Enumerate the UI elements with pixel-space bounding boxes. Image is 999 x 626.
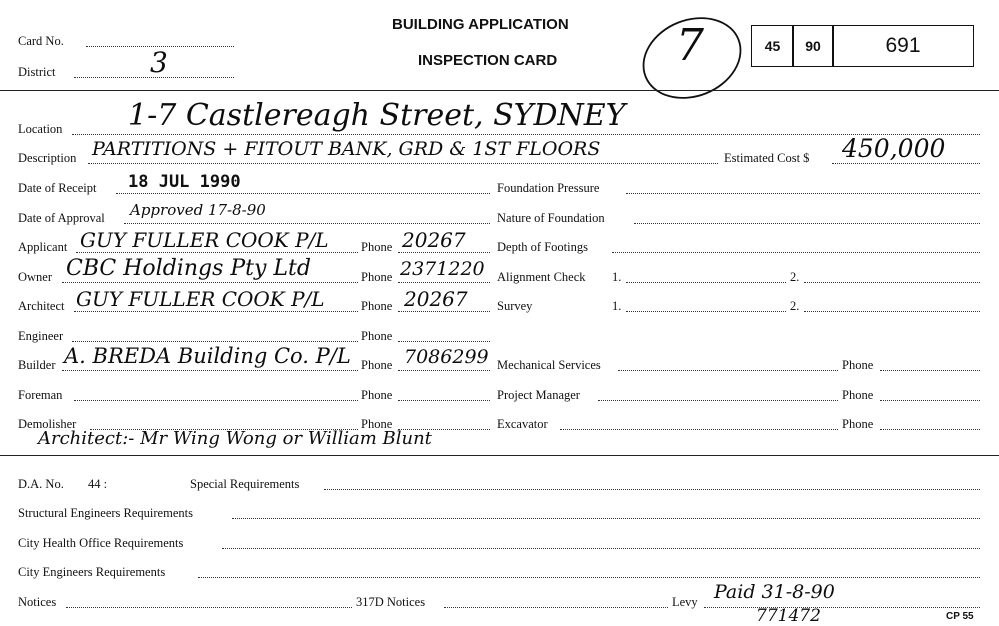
header-divider [0,90,999,91]
city-health-label: City Health Office Requirements [18,536,184,550]
survey-1-label: 1. [612,299,622,313]
reference-box-1-value: 45 [764,38,781,54]
notices-317d-field[interactable] [444,607,668,608]
notices-317d-label: 317D Notices [356,595,426,609]
location-value: 1-7 Castlereagh Street, SYDNEY [128,98,626,133]
alignment-check-2-field[interactable] [804,282,980,283]
applicant-phone-field[interactable] [398,252,490,253]
owner-phone-label: Phone [361,270,393,284]
card-no-label: Card No. [18,34,64,48]
owner-phone-value: 2371220 [400,258,485,280]
project-manager-label: Project Manager [497,388,580,402]
excavator-field[interactable] [560,429,838,430]
survey-label: Survey [497,299,533,313]
nature-foundation-label: Nature of Foundation [497,211,605,225]
date-approval-field[interactable] [124,223,490,224]
structural-engineers-field[interactable] [232,518,980,519]
applicant-phone-value: 20267 [402,228,466,252]
receipt-number: 771472 [756,606,821,626]
applicant-phone-label: Phone [361,240,393,254]
alignment-check-label: Alignment Check [497,270,586,284]
city-engineers-label: City Engineers Requirements [18,565,166,579]
demolisher-phone-label: Phone [361,417,393,431]
notices-field[interactable] [66,607,352,608]
project-manager-field[interactable] [598,400,838,401]
architect-value: GUY FULLER COOK P/L [76,287,325,311]
architect-label: Architect [18,299,65,313]
excavator-phone-label: Phone [842,417,874,431]
location-label: Location [18,122,63,136]
reference-box-3-value: 691 [885,34,921,57]
architect-field[interactable] [74,311,358,312]
architect-phone-field[interactable] [398,311,490,312]
levy-field[interactable] [704,607,980,608]
foundation-pressure-label: Foundation Pressure [497,181,600,195]
reference-box-2 [792,25,834,67]
architect-phone-value: 20267 [404,287,468,311]
builder-phone-label: Phone [361,358,393,372]
nature-foundation-field[interactable] [634,223,980,224]
district-label: District [18,65,56,79]
owner-label: Owner [18,270,53,284]
form-title-line1: BUILDING APPLICATION [392,16,569,33]
owner-field[interactable] [62,282,358,283]
da-no-label: D.A. No. [18,477,64,491]
engineer-field[interactable] [72,341,358,342]
applicant-label: Applicant [18,240,68,254]
survey-1-field[interactable] [626,311,786,312]
description-label: Description [18,151,77,165]
foreman-field[interactable] [74,400,358,401]
alignment-check-1-label: 1. [612,270,622,284]
mechanical-phone-field[interactable] [880,370,980,371]
foreman-phone-label: Phone [361,388,393,402]
alignment-check-1-field[interactable] [626,282,786,283]
project-manager-phone-field[interactable] [880,400,980,401]
engineer-label: Engineer [18,329,64,343]
da-no-value: 44 : [88,477,108,491]
date-approval-label: Date of Approval [18,211,105,225]
survey-2-label: 2. [790,299,800,313]
applicant-value: GUY FULLER COOK P/L [80,228,329,252]
engineer-phone-label: Phone [361,329,393,343]
middle-divider [0,455,999,456]
city-health-field[interactable] [222,548,980,549]
architect-contact-note: Architect:- Mr Wing Wong or William Blunt [38,428,432,449]
mechanical-services-label: Mechanical Services [497,358,601,372]
excavator-phone-field[interactable] [880,429,980,430]
special-requirements-label: Special Requirements [190,477,300,491]
date-receipt-label: Date of Receipt [18,181,97,195]
circled-number: 7 [676,20,704,71]
demolisher-label: Demolisher [18,417,77,431]
applicant-field[interactable] [76,252,358,253]
date-receipt-stamp: 18 JUL 1990 [128,172,241,192]
foreman-label: Foreman [18,388,63,402]
reference-box-2-value: 90 [805,38,821,54]
levy-paid-value: Paid 31-8-90 [714,581,835,603]
date-approval-value: Approved 17-8-90 [130,201,266,219]
owner-phone-field[interactable] [398,282,490,283]
description-field[interactable] [88,163,718,164]
form-code: CP 55 [946,611,974,622]
engineer-phone-field[interactable] [398,341,490,342]
mechanical-services-field[interactable] [618,370,838,371]
special-requirements-field[interactable] [324,489,980,490]
date-receipt-field[interactable] [116,193,490,194]
architect-phone-label: Phone [361,299,393,313]
form-title-line2: INSPECTION CARD [418,52,558,69]
city-engineers-field[interactable] [198,577,980,578]
notices-label: Notices [18,595,57,609]
levy-label: Levy [672,595,698,609]
builder-phone-field[interactable] [398,370,490,371]
foundation-pressure-field[interactable] [626,193,980,194]
estimated-cost-value: 450,000 [842,134,946,163]
district-value: 3 [150,46,168,79]
survey-2-field[interactable] [804,311,980,312]
builder-field[interactable] [62,370,358,371]
builder-value: A. BREDA Building Co. P/L [64,344,351,368]
estimated-cost-label: Estimated Cost $ [724,151,810,165]
project-manager-phone-label: Phone [842,388,874,402]
reference-box-1 [751,25,794,67]
estimated-cost-field[interactable] [832,163,980,164]
alignment-check-2-label: 2. [790,270,800,284]
depth-footings-field[interactable] [612,252,980,253]
structural-engineers-label: Structural Engineers Requirements [18,506,193,520]
reference-box-3 [832,25,974,67]
owner-value: CBC Holdings Pty Ltd [66,256,311,281]
excavator-label: Excavator [497,417,548,431]
builder-label: Builder [18,358,56,372]
depth-footings-label: Depth of Footings [497,240,588,254]
description-value: PARTITIONS + FITOUT BANK, GRD & 1ST FLOORS [92,138,601,160]
mechanical-phone-label: Phone [842,358,874,372]
foreman-phone-field[interactable] [398,400,490,401]
builder-phone-value: 7086299 [404,346,489,368]
